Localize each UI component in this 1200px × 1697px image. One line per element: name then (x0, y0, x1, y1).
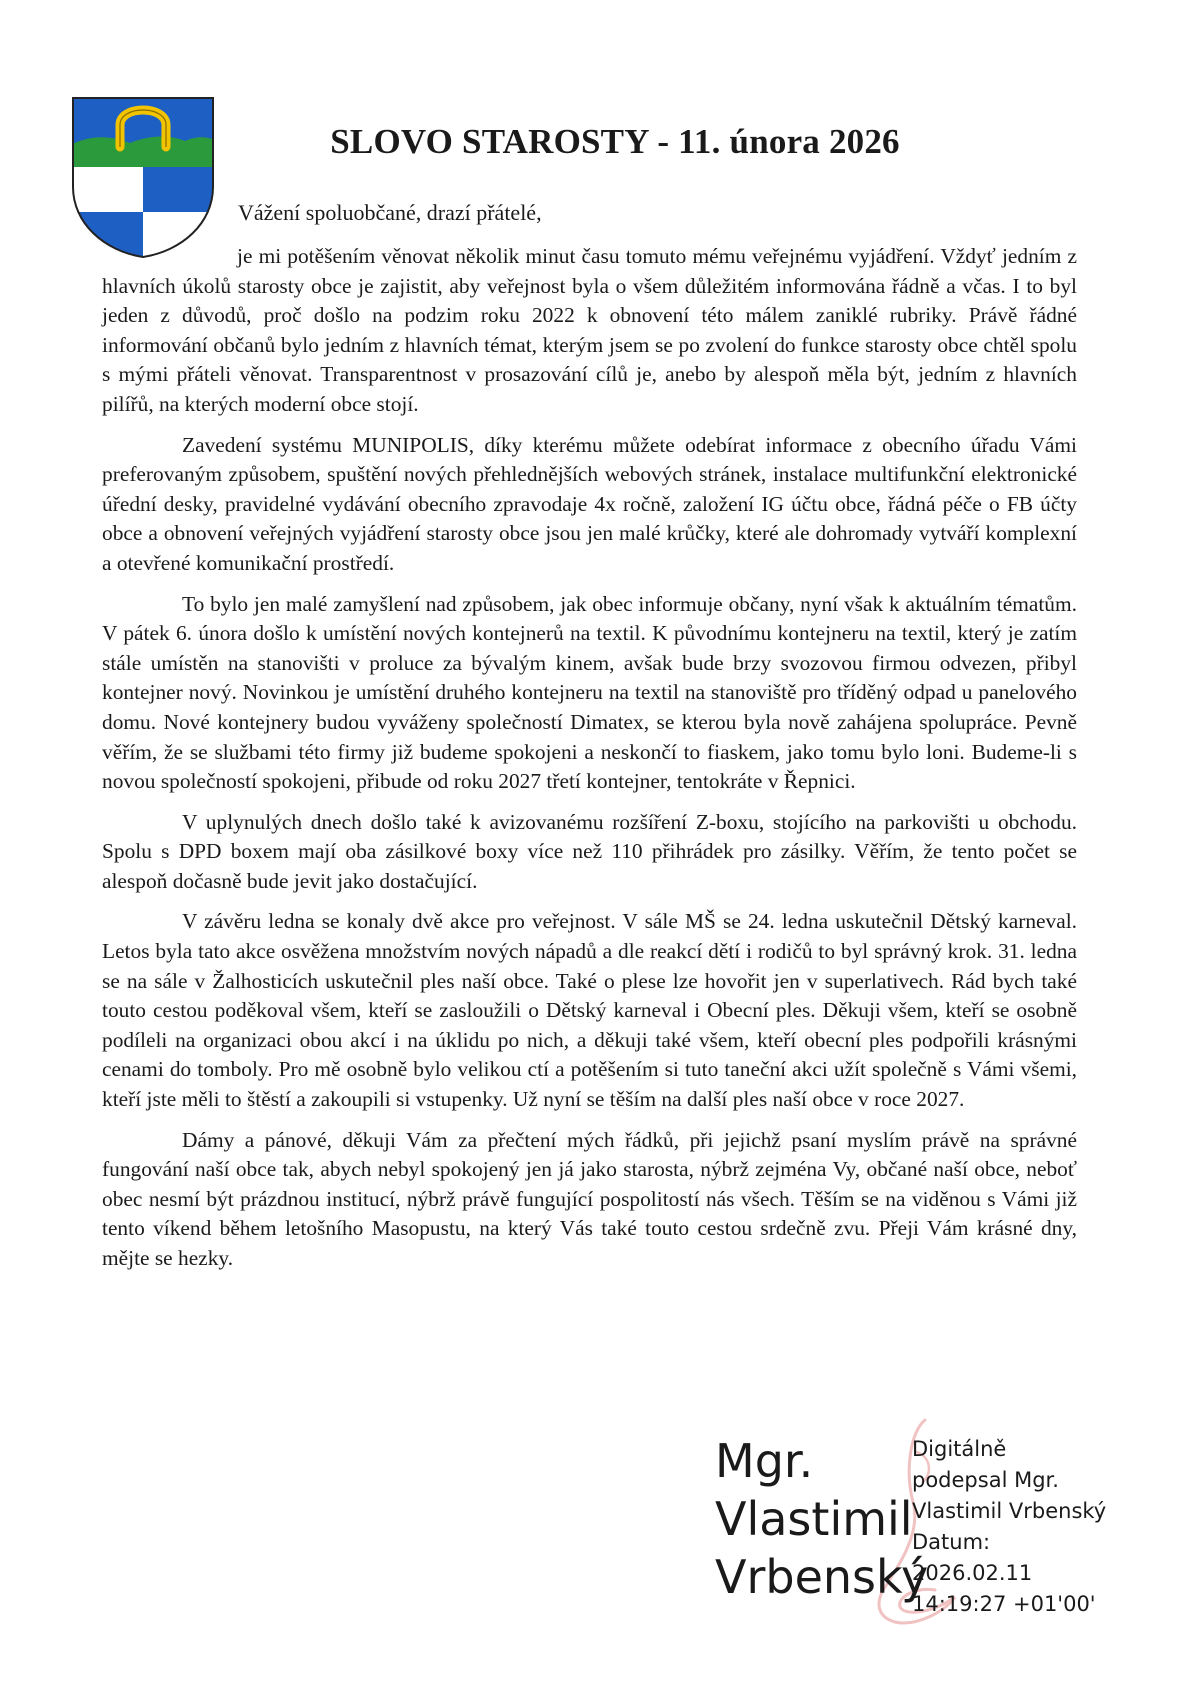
paragraph: V závěru ledna se konaly dvě akce pro veřejnost. V sále MŠ se 24. ledna uskutečnil Dětský karneval. Letos byla tato akce osvěžena množstvím nových nápadů a dle reakcí dětí i rodičů to byl správný krok. 31. ledna se na sále v Žalhosticích uskutečnil ples naší obce. Také o plese lze hovořit jen v superlativech. Rád bych také touto cestou poděkoval všem, kteří se zasloužili o Dětský karneval i Obecní ples. Děkuji všem, kteří se osobně podíleli na organizaci obou akcí i na úklidu po nich, a děkuji také všem, kteří obecní ples podpořili krásnými cenami do tomboly. Pro mě osobně bylo velikou ctí a potěšením si tuto taneční akci užít společně s Vámi všemi, kteří jste měli to štěstí a zakoupili si vstupenky. Už nyní se těším na další ples naší obce v roce 2027. (102, 909, 1077, 1112)
signature-info-line: Digitálně (912, 1437, 1007, 1461)
paragraph: Zavedení systému MUNIPOLIS, díky kterému můžete odebírat informace z obecního úřadu Vámi preferovaným způsobem, spuštění nových přehlednějších webových stránek, instalace multifunkční elektronické úřední desky, pravidelné vydávání obecního zpravodaje 4x ročně, založení IG účtu obce, řádná péče o FB účty obce a obnovení veřejných vyjádření starosty obce jsou jen malé krůčky, které ale dohromady vytváří komplexní a otevřené komunikační prostředí. (102, 432, 1077, 575)
signature-name (715, 1432, 928, 1606)
salutation: Vážení spoluobčané, drazí přátelé, (238, 200, 542, 225)
signature-info-line: 2026.02.11 (912, 1561, 1033, 1585)
paragraph: Dámy a pánové, děkuji Vám za přečtení mých řádků, při jejichž psaní myslím právě na správné fungování naší obce tak, abych nebyl spokojený jen já jako starosta, nýbrž zejména Vy, občané naší obce, neboť obec nesmí být prázdnou institucí, nýbrž právě fungující pospolitostí nás všech. Těším se na viděnou s Vámi již tento víkend během letošního Masopustu, na který Vás také touto cestou srdečně zvu. Přeji Vám krásné dny, mějte se hezky. (102, 1127, 1077, 1270)
signature-name-line: Vrbenský (715, 1550, 929, 1604)
paragraph: V uplynulých dnech došlo také k avizovanému rozšíření Z-boxu, stojícího na parkovišti u obchodu. Spolu s DPD boxem mají oba zásilkové boxy více než 110 přihrádek pro zásilky. Věřím, že tento počet se alespoň dočasně bude jevit jako dostačující. (102, 809, 1077, 893)
paragraph: je mi potěšením věnovat několik minut času tomuto mému veřejnému vyjádření. Vždyť jedním z hlavních úkolů starosty obce je zajistit, aby veřejnost byla o všem důležitém informována řádně a včas. I to byl jeden z důvodů, proč došlo na podzim roku 2022 k obnovení této málem zaniklé rubriky. Právě řádné informování občanů bylo jedním z hlavních témat, kterým jsem se po zvolení do funkce starosty obce chtěl spolu s mými přáteli věnovat. Transparentnost v prosazování cílů je, anebo by alespoň měla být, jedním z hlavních pilířů, na kterých moderní obce stojí. (102, 244, 1077, 416)
page-title: SLOVO STAROSTY - 11. února 2026 (330, 122, 900, 161)
digital-signature (715, 1432, 1175, 1622)
signature-info-line: podepsal Mgr. (912, 1468, 1059, 1492)
signature-info-line: Datum: (912, 1530, 991, 1554)
signature-name-line: Mgr. (715, 1434, 814, 1488)
signature-info (912, 1434, 1106, 1620)
signature-info-line: 14:19:27 +01'00' (912, 1592, 1096, 1616)
letter-body (102, 242, 1077, 1285)
signature-info-line: Vlastimil Vrbenský (912, 1499, 1107, 1523)
paragraph: To bylo jen malé zamyšlení nad způsobem, jak obec informuje občany, nyní však k aktuálním tématům. V pátek 6. února došlo k umístění nových kontejnerů na textil. K původnímu kontejneru na textil, který je zatím stále umístěn na stanovišti v proluce za bývalým kinem, avšak bude brzy svozovou firmou odvezen, přibyl kontejner nový. Novinkou je umístění druhého kontejneru na textil na stanoviště pro tříděný odpad u panelového domu. Nové kontejnery budou vyváženy společností Dimatex, se kterou byla nově zahájena spolupráce. Pevně věřím, že se službami této firmy již budeme spokojeni a neskončí to fiaskem, jako tomu bylo loni. Budeme-li s novou společností spokojeni, přibude od roku 2027 třetí kontejner, tentokráte v Řepnici. (102, 591, 1077, 794)
signature-name-line: Vlastimil (715, 1492, 913, 1546)
coat-of-arms-icon (70, 95, 216, 260)
